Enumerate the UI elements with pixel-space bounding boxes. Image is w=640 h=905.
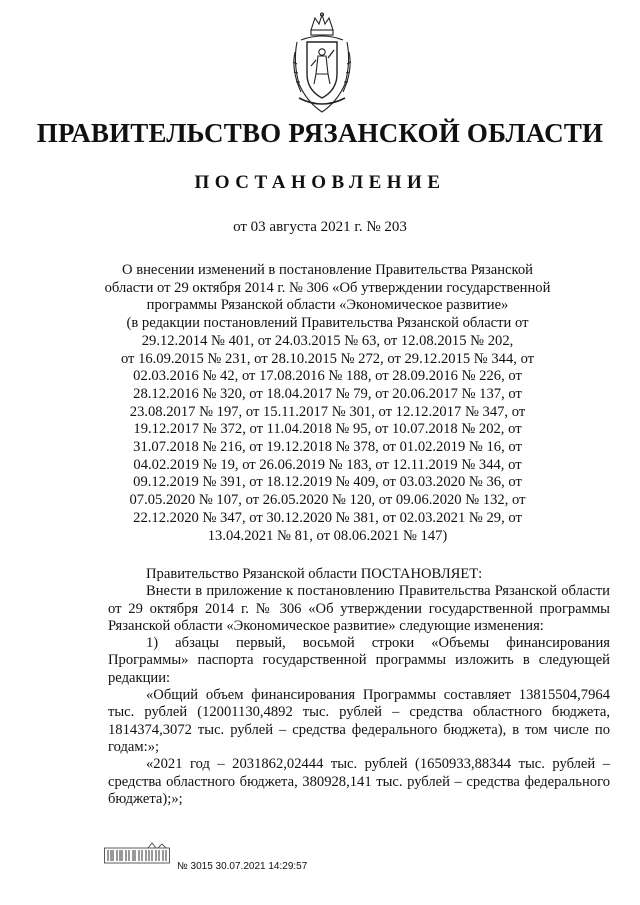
subject-line: 09.12.2019 № 391, от 18.12.2019 № 409, от 03.03.2020 № 36, от xyxy=(133,474,522,491)
subject-line: (в редакции постановлений Правительства Рязанской области от xyxy=(126,315,529,332)
subject-line: области от 29 октября 2014 г. № 306 «Об утверждении государственной xyxy=(104,279,551,296)
document-body xyxy=(108,566,610,808)
subject-line: 13.04.2021 № 81, от 08.06.2021 № 147) xyxy=(207,527,448,544)
document-subject xyxy=(80,262,575,545)
document-type: ПОСТАНОВЛЕНИЕ xyxy=(194,172,446,193)
subject-line: 23.08.2017 № 197, от 15.11.2017 № 301, от 12.12.2017 № 347, от xyxy=(129,403,526,420)
ryazan-coat-of-arms-icon xyxy=(289,12,355,116)
document-date-number: от 03 августа 2021 г. № 203 xyxy=(233,219,407,235)
body-paragraph: Внести в приложение к постановлению Правительства Рязанской области от 29 октября 2014 г. № 306 «Об утверждении государственной программы Рязанской области «Экономическое развитие» следующие изменения: xyxy=(108,583,610,634)
subject-line: от 16.09.2015 № 231, от 28.10.2015 № 272, от 29.12.2015 № 344, от xyxy=(120,350,535,367)
decree-statement: Правительство Рязанской области ПОСТАНОВЛЯЕТ: xyxy=(146,566,483,582)
subject-line: программы Рязанской области «Экономическое развитие» xyxy=(146,297,509,314)
registration-barcode-stamp-icon xyxy=(104,842,170,864)
subject-line: 28.12.2016 № 320, от 18.04.2017 № 79, от 20.06.2017 № 137, от xyxy=(133,385,522,402)
subject-line: О внесении изменений в постановление Правительства Рязанской xyxy=(122,262,533,278)
body-paragraph: «2021 год – 2031862,02444 тыс. рублей (1650933,88344 тыс. рублей – средства областного бюджета, 380928,141 тыс. рублей – средства федерального бюджета);»; xyxy=(108,756,610,807)
subject-line: 19.12.2017 № 372, от 11.04.2018 № 95, от 10.07.2018 № 202, от xyxy=(133,421,522,438)
subject-line: 04.02.2019 № 19, от 26.06.2019 № 183, от 12.11.2019 № 344, от xyxy=(133,456,522,473)
subject-line: 22.12.2020 № 347, от 30.12.2020 № 381, от 02.03.2021 № 29, от xyxy=(133,509,522,526)
subject-line: 31.07.2018 № 216, от 19.12.2018 № 378, от 01.02.2019 № 16, от xyxy=(133,439,522,456)
authority-title: ПРАВИТЕЛЬСТВО РЯЗАНСКОЙ ОБЛАСТИ xyxy=(36,118,604,148)
subject-line: 29.12.2014 № 401, от 24.03.2015 № 63, от 12.08.2015 № 202, xyxy=(141,332,514,349)
subject-line: 02.03.2016 № 42, от 17.08.2016 № 188, от 28.09.2016 № 226, от xyxy=(133,368,522,385)
registration-reference: № 3015 30.07.2021 14:29:57 xyxy=(177,861,308,872)
body-paragraph: «Общий объем финансирования Программы составляет 13815504,7964 тыс. рублей (12001130,4892 тыс. рублей – средства областного бюджета, 1814374,3072 тыс. рублей – средства федерального бюджета), в том числе по годам:»; xyxy=(108,687,610,755)
body-paragraph: 1) абзацы первый, восьмой строки «Объемы финансирования Программы» паспорта государственной программы изложить в следующей редакции: xyxy=(108,635,610,686)
subject-line: 07.05.2020 № 107, от 26.05.2020 № 120, от 09.06.2020 № 132, от xyxy=(129,492,526,509)
